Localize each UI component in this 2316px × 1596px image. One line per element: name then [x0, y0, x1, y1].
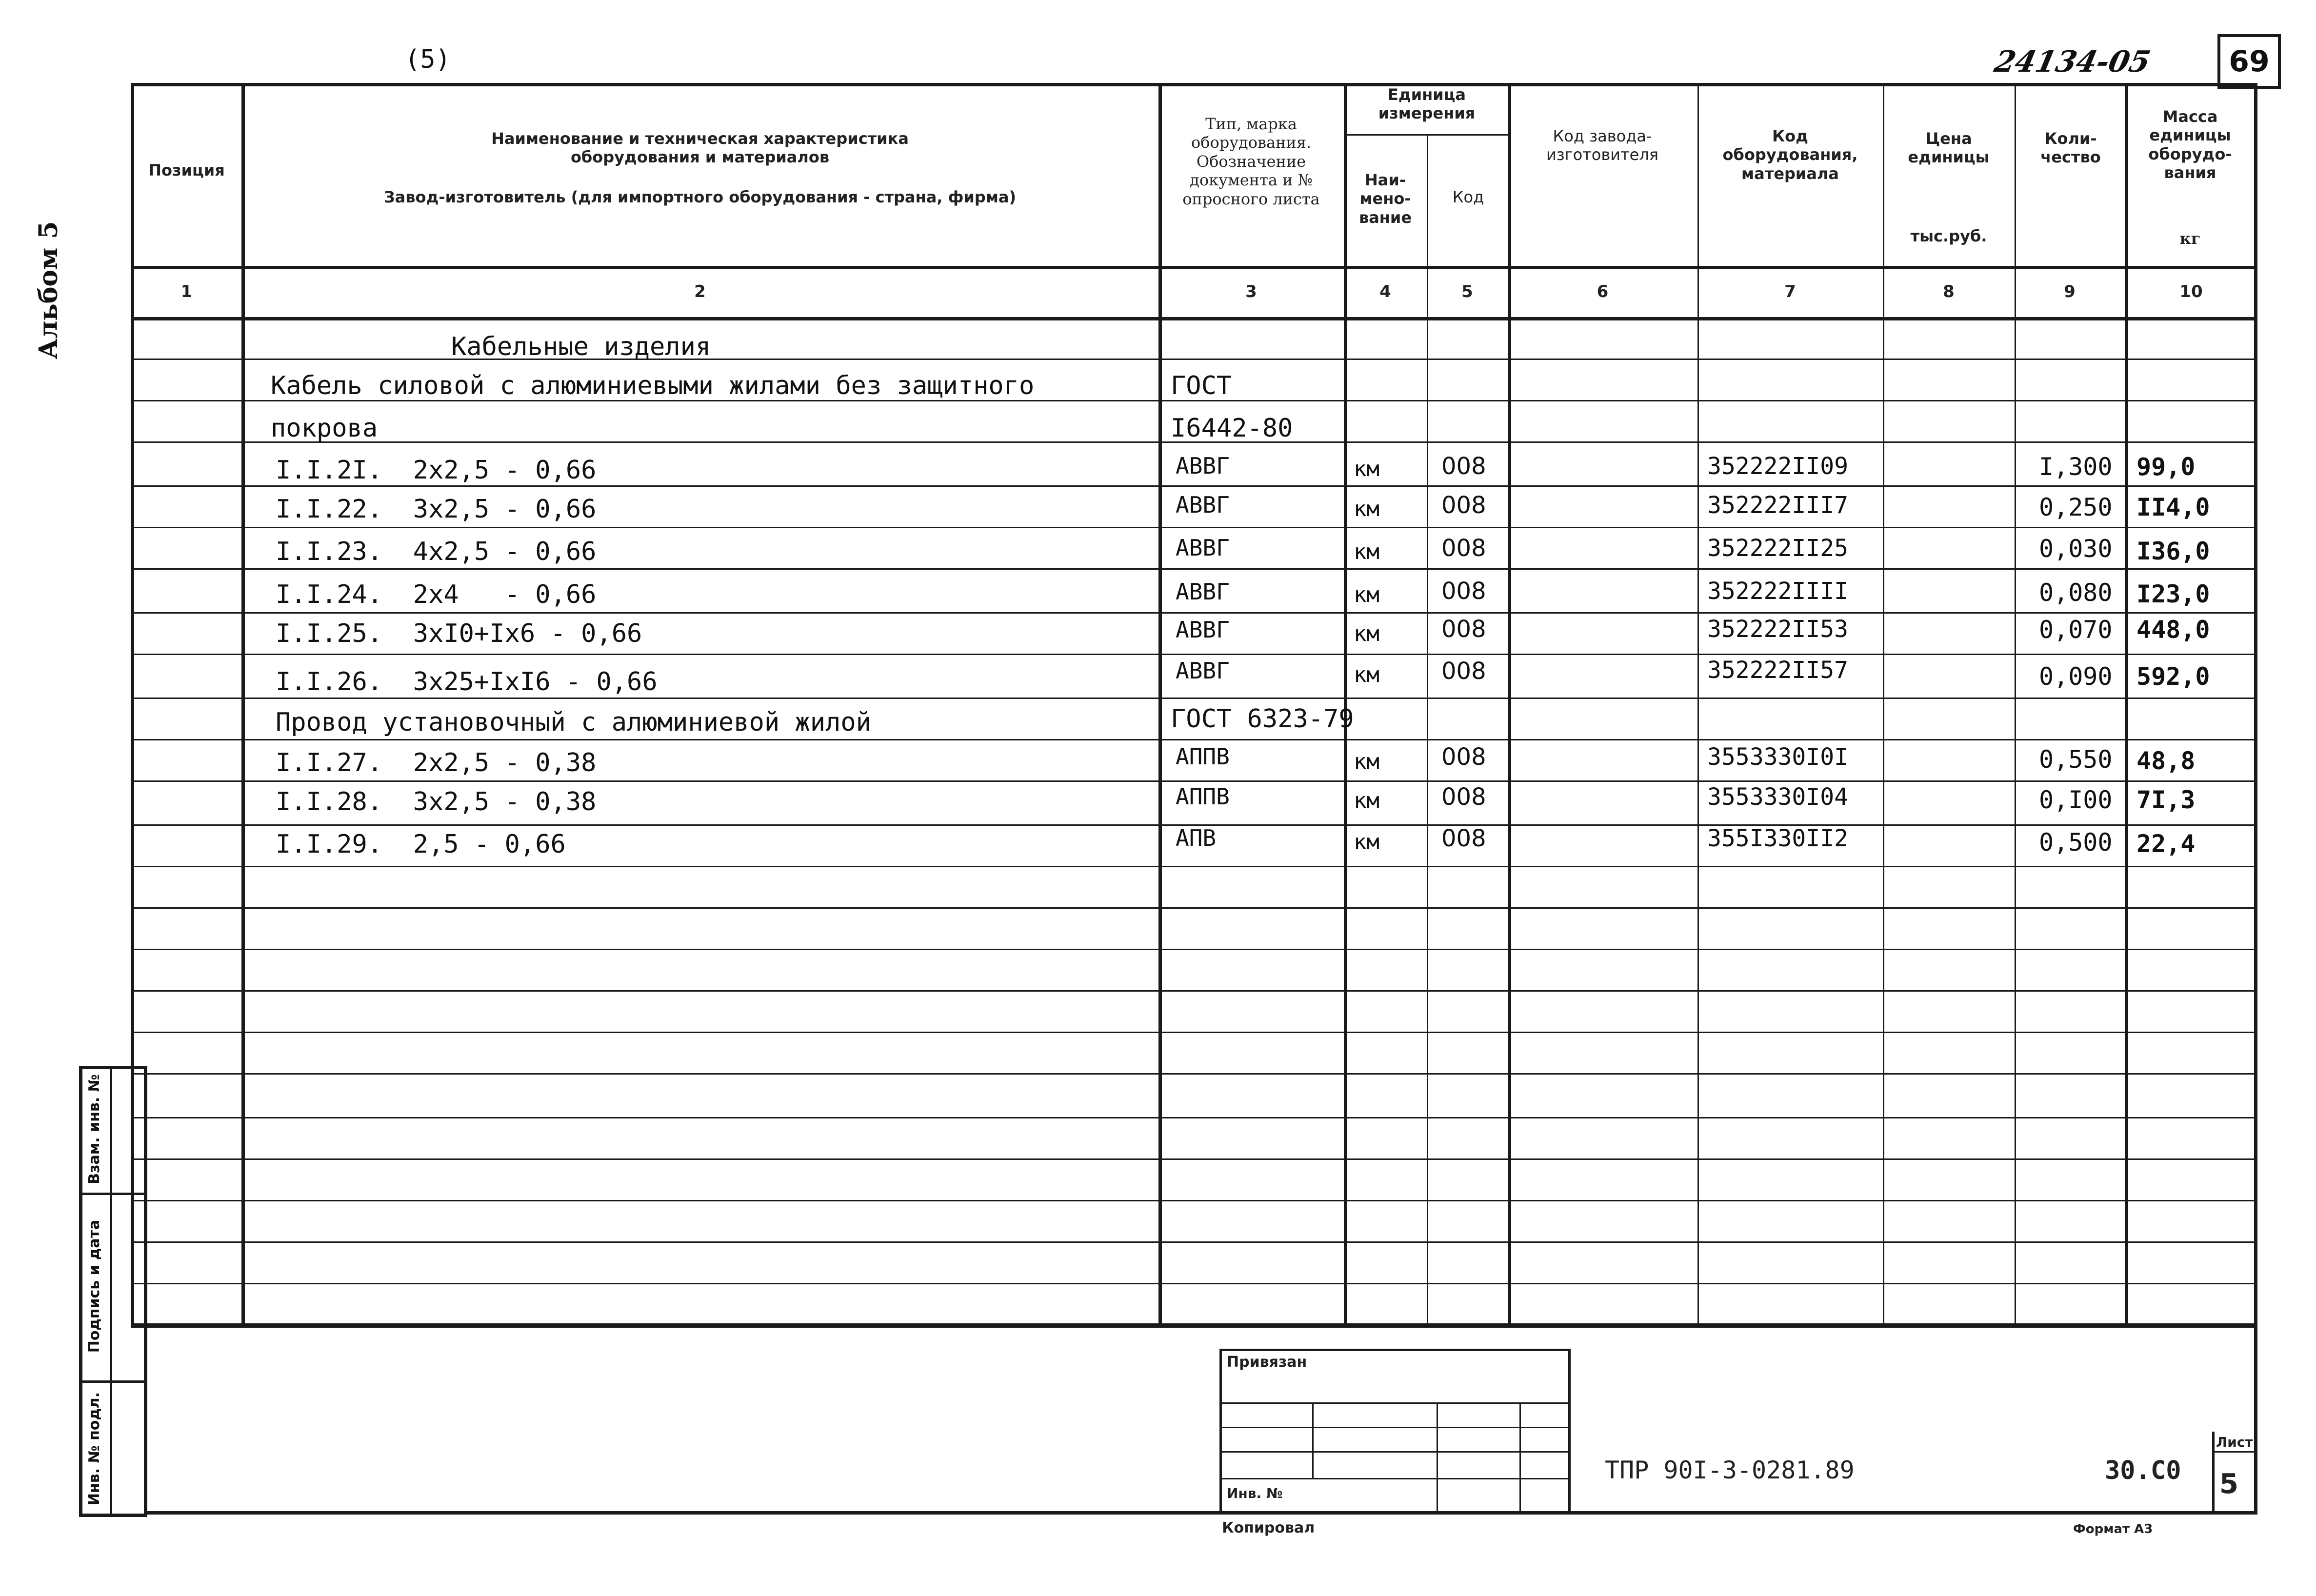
table-row-material-code: 352222II25: [1707, 535, 1848, 562]
table-row-type: АВВГ: [1176, 617, 1230, 643]
table-row-name: I.I.2I. 2х2,5 - 0,66: [276, 456, 597, 485]
inventory-stamp: 24134-05: [1991, 45, 2154, 79]
col-num-6: 6: [1597, 282, 1609, 301]
col-num-10: 10: [2179, 282, 2203, 301]
table-row-mass: I23,0: [2136, 580, 2210, 608]
table-row-code: 008: [1441, 743, 1486, 771]
table-row-name: I.I.27. 2х2,5 - 0,38: [276, 748, 597, 778]
table-row-type: АВВГ: [1176, 535, 1230, 561]
table-row-name: I.I.24. 2х4 - 0,66: [276, 580, 597, 609]
table-row-code: 008: [1441, 578, 1486, 605]
privyazan-label: Привязан: [1227, 1354, 1307, 1371]
table-row-type: АВВГ: [1176, 453, 1230, 479]
table-row-code: 008: [1441, 658, 1486, 685]
table-row-code: 008: [1441, 453, 1486, 480]
album-label: Альбом 5: [34, 221, 63, 359]
col3-header: Тип, марка оборудования. Обозначение документа и № опросного листа: [1182, 115, 1320, 208]
col1-header: Позиция: [148, 161, 225, 180]
table-row-quantity: I,300: [2039, 453, 2113, 481]
table-row-material-code: 352222II09: [1707, 453, 1848, 480]
table-row-name: I.I.23. 4х2,5 - 0,66: [276, 537, 597, 566]
col-num-5: 5: [1461, 282, 1473, 301]
table-row-mass: 448,0: [2136, 616, 2210, 644]
table-row-mass: I36,0: [2136, 537, 2210, 565]
table-row-type: АППВ: [1176, 783, 1230, 810]
table-row-mass: 7I,3: [2136, 786, 2196, 814]
table-row-material-code: 3553330I04: [1707, 783, 1848, 811]
table-row-name: I.I.26. 3х25+IхI6 - 0,66: [276, 667, 658, 697]
col-num-2: 2: [694, 282, 706, 301]
table-row-code: 008: [1441, 492, 1486, 519]
page-number: 69: [2229, 44, 2270, 79]
table-row-unit: км: [1354, 497, 1379, 521]
stamp-original-inv: Инв. № подл.: [86, 1392, 103, 1506]
table-row-mass: 592,0: [2136, 662, 2210, 691]
table-row-unit: км: [1354, 621, 1379, 646]
table-row-name: I.I.22. 3х2,5 - 0,66: [276, 495, 597, 524]
page-number-box: [2217, 34, 2281, 89]
table-row-mass: 48,8: [2136, 747, 2196, 775]
table-row-section-cables: Кабельные изделия: [451, 332, 711, 361]
table-row-type: I6442-80: [1171, 414, 1293, 443]
sheet-label: Лист: [2216, 1434, 2253, 1450]
table-row-quantity: 0,500: [2039, 828, 2113, 857]
col-num-7: 7: [1784, 282, 1796, 301]
inv-label: Инв. №: [1227, 1485, 1283, 1501]
table-row-type: АВВГ: [1176, 579, 1230, 605]
table-row-quantity: 0,I00: [2039, 786, 2113, 814]
footer-copied: Копировал: [1222, 1519, 1315, 1536]
table-row-mass: 99,0: [2136, 453, 2196, 481]
col2-subheader: Завод-изготовитель (для импортного оборудования - страна, фирма): [383, 188, 1017, 206]
title-block-frame: [147, 1324, 2257, 1515]
table-row-name: I.I.28. 3х2,5 - 0,38: [276, 787, 597, 817]
col8-header: Цена единицы: [1908, 129, 1990, 167]
table-row-mass: II4,0: [2136, 493, 2210, 521]
stamp-signature-date: Подпись и дата: [86, 1219, 103, 1353]
table-row-name: покрова: [271, 414, 378, 443]
col5-header: Код: [1452, 188, 1484, 206]
col4-header: Наи-мено-вание: [1358, 171, 1412, 227]
col-num-3: 3: [1245, 282, 1257, 301]
table-row-code: 008: [1441, 825, 1486, 852]
table-row-name: Провод установочный с алюминиевой жилой: [276, 708, 871, 737]
col-num-1: 1: [180, 282, 193, 301]
table-row-type: АПВ: [1176, 825, 1217, 851]
sheet-mark: (5): [405, 45, 451, 74]
table-row-unit: км: [1354, 582, 1379, 607]
table-row-unit: км: [1354, 539, 1379, 564]
table-row-type: АППВ: [1176, 743, 1230, 770]
table-row-quantity: 0,250: [2039, 493, 2113, 521]
table-row-name: Кабель силовой с алюминиевыми жилами без защитного: [271, 371, 1035, 400]
table-row-type: АВВГ: [1176, 658, 1230, 684]
table-row-quantity: 0,080: [2039, 579, 2113, 607]
table-row-material-code: 352222II57: [1707, 657, 1848, 684]
table-row-name: I.I.29. 2,5 - 0,66: [276, 830, 566, 859]
col7-header: Код оборудования, материала: [1722, 127, 1858, 183]
table-row-type: АВВГ: [1176, 492, 1230, 518]
footer-format: Формат А3: [2073, 1522, 2153, 1536]
table-row-material-code: 352222II53: [1707, 616, 1848, 643]
table-row-code: 008: [1441, 616, 1486, 643]
col9-header: Коли-чество: [2040, 129, 2101, 167]
col-num-8: 8: [1943, 282, 1955, 301]
table-row-code: 008: [1441, 783, 1486, 811]
table-row-unit: км: [1354, 830, 1379, 855]
table-row-unit: км: [1354, 662, 1379, 687]
table-row-code: 008: [1441, 535, 1486, 562]
table-row-quantity: 0,550: [2039, 745, 2113, 774]
table-row-type: ГОСТ 6323-79: [1171, 704, 1354, 734]
table-row-material-code: 3553330I0I: [1707, 743, 1848, 771]
col10-unit: кг: [2179, 229, 2201, 248]
col8-unit: тыс.руб.: [1910, 227, 1987, 245]
table-row-material-code: 352222III7: [1707, 492, 1848, 519]
table-row-quantity: 0,030: [2039, 535, 2113, 563]
sheet-number: 5: [2219, 1468, 2238, 1500]
table-row-material-code: 355I330II2: [1707, 825, 1848, 852]
table-row-quantity: 0,070: [2039, 616, 2113, 644]
col6-header: Код завода-изготовителя: [1546, 127, 1659, 164]
col-num-9: 9: [2064, 282, 2076, 301]
col-num-4: 4: [1379, 282, 1391, 301]
stamp-replacement-inv: Взам. инв. №: [86, 1074, 103, 1184]
col10-header: Масса единицы оборудо-вания: [2148, 107, 2232, 182]
table-row-name: I.I.25. 3хI0+Iх6 - 0,66: [276, 619, 642, 648]
col2-header: Наименование и техническая характеристика оборудования и материалов: [491, 129, 909, 167]
table-row-mass: 22,4: [2136, 830, 2196, 858]
document-code: ТПР 90I-3-0281.89: [1605, 1456, 1855, 1484]
table-row-type: ГОСТ: [1171, 371, 1232, 400]
unit-group-header: Единица измерения: [1378, 85, 1476, 123]
table-row-quantity: 0,090: [2039, 662, 2113, 691]
table-row-unit: км: [1354, 457, 1379, 481]
section-code: 30.С0: [2105, 1456, 2181, 1485]
table-row-unit: км: [1354, 749, 1379, 774]
table-row-material-code: 352222IIII: [1707, 578, 1848, 605]
table-row-unit: км: [1354, 788, 1379, 813]
